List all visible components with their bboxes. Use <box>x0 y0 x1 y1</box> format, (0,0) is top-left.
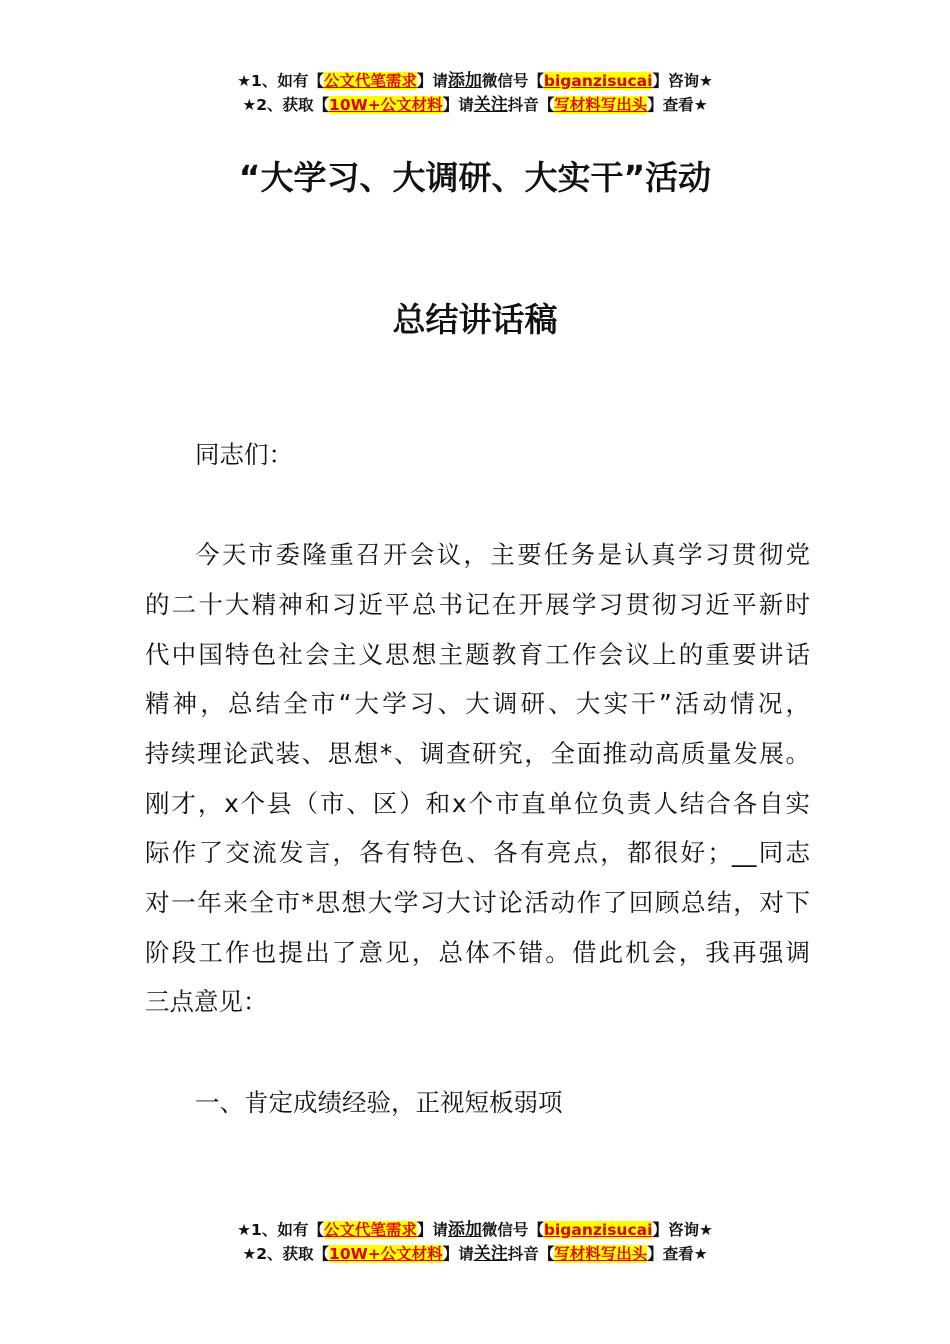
promo-text: ★2、获取【 <box>242 96 330 114</box>
title-line-2: 总结讲话稿 <box>392 300 558 339</box>
promo-text: 】请 <box>416 72 448 90</box>
promo-text: 】查看★ <box>647 1245 708 1263</box>
paragraph-line: 对一年来全市*思想大学习大讨论活动作了回顾总结，对下 <box>145 888 810 917</box>
promo-header <box>0 69 950 117</box>
promo-text: ★1、如有【 <box>237 72 324 90</box>
section-heading-1: 一、肯定成绩经验，正视短板弱项 <box>195 1088 563 1117</box>
paragraph-line: 代中国特色社会主义思想主题教育工作会议上的重要讲话 <box>145 640 810 669</box>
promo-highlight: 10W+公文材料 <box>329 96 443 114</box>
paragraph-line: 刚才，x个县（市、区）和x个市直单位负责人结合各自实 <box>145 789 810 818</box>
promo-footer <box>0 1218 950 1266</box>
promo-text: 抖音【 <box>507 96 555 114</box>
promo-wechat-id: biganzisucai <box>543 1221 653 1239</box>
promo-underline: 关注 <box>473 1244 508 1264</box>
promo-douyin-id: 写材料写出头 <box>554 1245 648 1263</box>
promo-text: 】咨询★ <box>652 1221 713 1239</box>
paragraph-line: 的二十大精神和习近平总书记在开展学习贯彻习近平新时 <box>145 590 810 619</box>
promo-underline: 关注 <box>473 95 508 115</box>
promo-highlight: 公文代笔需求 <box>323 72 417 90</box>
promo-line-1 <box>0 69 950 93</box>
promo-wechat-id: biganzisucai <box>543 72 653 90</box>
promo-text: 抖音【 <box>507 1245 555 1263</box>
promo-highlight: 公文代笔需求 <box>323 1221 417 1239</box>
promo-highlight: 10W+公文材料 <box>329 1245 443 1263</box>
paragraph-line: 阶段工作也提出了意见，总体不错。借此机会，我再强调 <box>145 938 810 967</box>
promo-text: 微信号【 <box>481 1221 544 1239</box>
promo-text: 】请 <box>416 1221 448 1239</box>
promo-text: ★2、获取【 <box>242 1245 330 1263</box>
paragraph-line: 精神，总结全市“大学习、大调研、大实干”活动情况， <box>145 689 810 718</box>
paragraph-line: 三点意见： <box>145 987 268 1016</box>
promo-text: 微信号【 <box>481 72 544 90</box>
promo-line-1 <box>0 1218 950 1242</box>
promo-text: 】请 <box>442 1245 474 1263</box>
promo-line-2 <box>0 1242 950 1266</box>
promo-douyin-id: 写材料写出头 <box>554 96 648 114</box>
promo-underline: 添加 <box>447 1220 482 1240</box>
paragraph-line: 持续理论武装、思想*、调查研究，全面推动高质量发展。 <box>145 739 810 768</box>
promo-underline: 添加 <box>447 71 482 91</box>
promo-text: 】咨询★ <box>652 72 713 90</box>
promo-line-2 <box>0 93 950 117</box>
paragraph-line: 今天市委隆重召开会议，主要任务是认真学习贯彻党 <box>195 540 810 569</box>
paragraph-line: 际作了交流发言，各有特色、各有亮点，都很好；__同志 <box>145 838 810 867</box>
promo-text: 】请 <box>442 96 474 114</box>
promo-text: ★1、如有【 <box>237 1221 324 1239</box>
title-line-1: “大学习、大调研、大实干”活动 <box>238 158 712 197</box>
greeting: 同志们： <box>195 440 293 469</box>
promo-text: 】查看★ <box>647 96 708 114</box>
